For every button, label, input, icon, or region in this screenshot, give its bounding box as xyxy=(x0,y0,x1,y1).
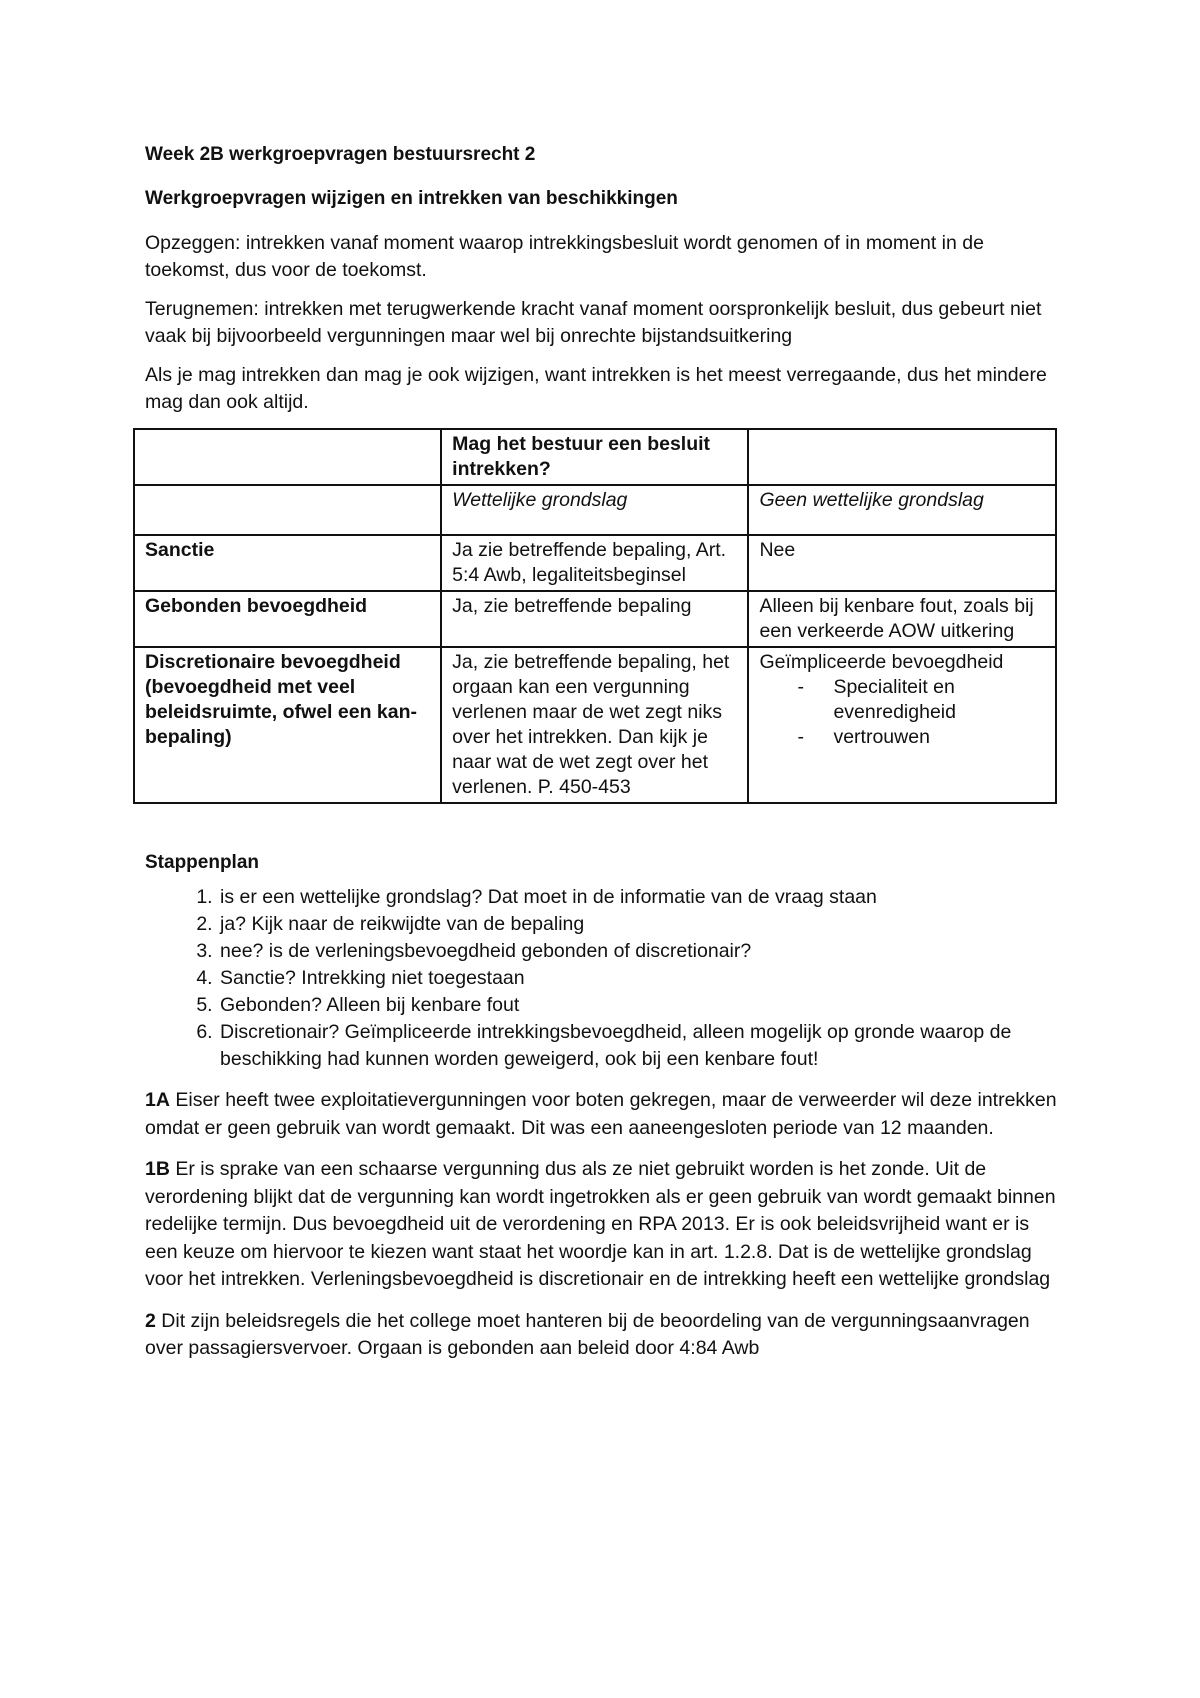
paragraph-wijzigen: Als je mag intrekken dan mag je ook wijzigen, want intrekken is het meest verregaande, dus het mindere mag dan ook altijd. xyxy=(145,364,1047,413)
answer-number: 2 xyxy=(145,1309,156,1332)
table-row xyxy=(134,535,1056,591)
list-item: 3. nee? is de verleningsbevoegdheid gebonden of discretionair? xyxy=(218,938,1060,965)
answer-number: 1B xyxy=(145,1158,170,1180)
document-subtitle: Werkgroepvragen wijzigen en intrekken van beschikkingen xyxy=(145,188,678,209)
document-title: Week 2B werkgroepvragen bestuursrecht 2 xyxy=(145,144,536,165)
list-item: 2. ja? Kijk naar de reikwijdte van de bepaling xyxy=(218,911,1060,938)
table-cell xyxy=(748,647,1056,803)
table-row xyxy=(134,485,1056,535)
stappenplan-list xyxy=(145,884,1060,1073)
list-item: 5. Gebonden? Alleen bij kenbare fout xyxy=(218,992,1060,1019)
answer-1a xyxy=(145,1087,1060,1142)
answer-number: 1A xyxy=(145,1089,170,1111)
row-label-gebonden: Gebonden bevoegdheid xyxy=(134,591,441,647)
answer-text: Er is sprake van een schaarse vergunning dus als ze niet gebruikt worden is het zonde. Uit de verordening blijkt dat de vergunning kan wordt ingetrokken als er geen gebruik van wordt gemaakt binnen redelijke termijn. Dus bevoegdheid uit de verordening en RPA 2013. Er is ook beleidsvrijheid want er is een keuze om hiervoor te kiezen want staat het woordje kan in art. 1.2.8. Dat is de wettelijke grondslag voor het intrekken. Verleningsbevoegdheid is discretionair en de intrekking heeft een wettelijke grondslag xyxy=(145,1158,1056,1290)
row-label-sanctie: Sanctie xyxy=(134,535,441,591)
answer-1b xyxy=(145,1156,1060,1294)
answer-text: Dit zijn beleidsregels die het college moet hanteren bij de beoordeling van de vergunningsaanvragen over passagiersvervoer. Orgaan is gebonden aan beleid door 4:84 Awb xyxy=(145,1309,1030,1359)
list-item: - Specialiteit en evenredigheid xyxy=(797,675,1045,725)
table-header-wettelijk: Wettelijke grondslag xyxy=(441,485,748,535)
table-header-geen-wettelijk: Geen wettelijke grondslag xyxy=(748,485,1056,535)
table-header-question: Mag het bestuur een besluit intrekken? xyxy=(441,429,748,485)
table-row xyxy=(134,429,1056,485)
table-cell: Ja, zie betreffende bepaling xyxy=(441,591,748,647)
paragraph-terugnemen: Terugnemen: intrekken met terugwerkende kracht vanaf moment oorspronkelijk besluit, dus gebeurt niet vaak bij bijvoorbeeld vergunningen maar wel bij onrechte bijstandsuitkering xyxy=(145,298,1042,347)
answer-2 xyxy=(145,1308,1060,1363)
table-row xyxy=(134,591,1056,647)
dash-list xyxy=(759,675,1045,750)
list-item: 1. is er een wettelijke grondslag? Dat moet in de informatie van de vraag staan xyxy=(218,884,1060,911)
table-cell: Ja zie betreffende bepaling, Art. 5:4 Awb, legaliteitsbeginsel xyxy=(441,535,748,591)
stappenplan-heading: Stappenplan xyxy=(145,852,260,873)
table-cell: Alleen bij kenbare fout, zoals bij een verkeerde AOW uitkering xyxy=(748,591,1056,647)
table-cell: Nee xyxy=(748,535,1056,591)
paragraph-opzeggen: Opzeggen: intrekken vanaf moment waarop intrekkingsbesluit wordt genomen of in moment in de toekomst, dus voor de toekomst. xyxy=(145,232,984,281)
grondslag-table xyxy=(133,428,1057,804)
list-item: 6. Discretionair? Geïmpliceerde intrekkingsbevoegdheid, alleen mogelijk op gronde waarop de beschikking had kunnen worden geweigerd, ook bij een kenbare fout! xyxy=(218,1019,1060,1073)
document-page xyxy=(145,142,1060,1377)
table-cell-text: Geïmpliceerde bevoegdheid xyxy=(759,651,1004,673)
list-item: 4. Sanctie? Intrekking niet toegestaan xyxy=(218,965,1060,992)
table-cell-empty xyxy=(748,429,1056,485)
table-row xyxy=(134,647,1056,803)
table-cell-empty xyxy=(134,429,441,485)
answer-text: Eiser heeft twee exploitatievergunningen voor boten gekregen, maar de verweerder wil deze intrekken omdat er geen gebruik van wordt gemaakt. Dit was een aaneengesloten periode van 12 maanden. xyxy=(145,1089,1057,1139)
table-cell-empty xyxy=(134,485,441,535)
list-item: - vertrouwen xyxy=(797,725,1045,750)
table-cell: Ja, zie betreffende bepaling, het orgaan kan een vergunning verlenen maar de wet zegt niks over het intrekken. Dan kijk je naar wat de wet zegt over het verlenen. P. 450-453 xyxy=(441,647,748,803)
row-label-discretionair: Discretionaire bevoegdheid (bevoegdheid met veel beleidsruimte, ofwel een kan-bepaling) xyxy=(134,647,441,803)
